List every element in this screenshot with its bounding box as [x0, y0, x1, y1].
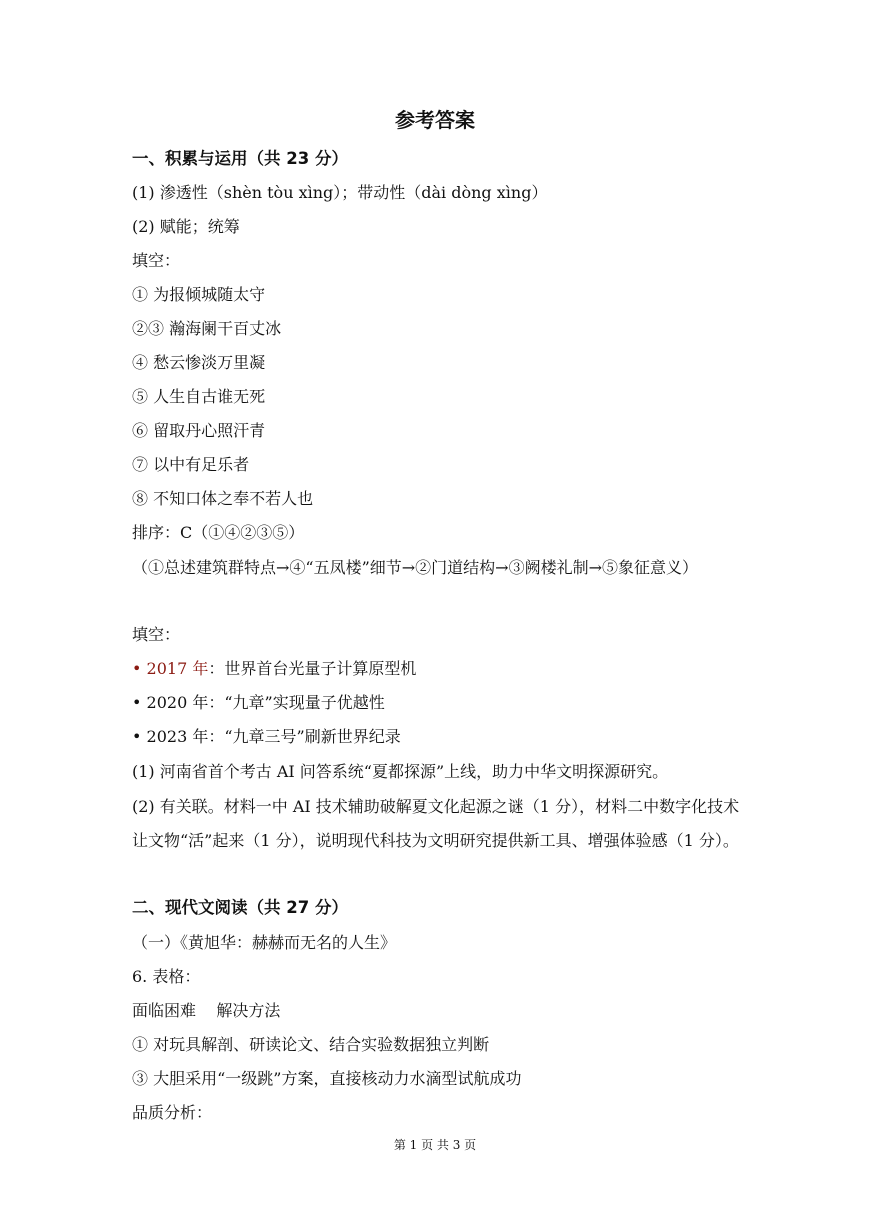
answer-line: 6. 表格：	[132, 967, 201, 986]
answer-line: 排序：C（①④②③⑤）	[132, 523, 305, 542]
page-footer: 第 1 页 共 3 页	[393, 1138, 477, 1152]
answer-line: • 2020 年：“九章”实现量子优越性	[132, 693, 385, 712]
answer-line: 填空：	[132, 625, 181, 644]
answer-line: ②③ 瀚海阑干百丈冰	[132, 319, 282, 338]
section-heading-2: 二、现代文阅读（共 27 分）	[132, 898, 348, 917]
answer-line: ④ 愁云惨淡万里凝	[132, 353, 266, 372]
answer-line: ⑦ 以中有足乐者	[132, 455, 250, 474]
answer-paragraph: (2) 有关联。材料一中 AI 技术辅助破解夏文化起源之谜（1 分），材料二中数字化技术让文物“活”起来（1 分），说明现代科技为文明研究提供新工具、增强体验感（1 分）。	[132, 797, 740, 850]
answer-line: 品质分析：	[132, 1103, 213, 1122]
answer-line: ③ 大胆采用“一级跳”方案，直接核动力水滴型试航成功	[132, 1069, 522, 1088]
answer-line: • 2023 年：“九章三号”刷新世界纪录	[132, 727, 401, 746]
answer-line: ① 为报倾城随太守	[132, 285, 266, 304]
table-header: 面临困难 解决方法	[132, 1001, 281, 1020]
answer-line: ⑤ 人生自古谁无死	[132, 387, 266, 406]
highlighted-year: • 2017 年	[132, 659, 209, 678]
answer-text: ：世界首台光量子计算原型机	[208, 659, 417, 678]
answer-line: ⑧ 不知口体之奉不若人也	[132, 489, 314, 508]
answer-line	[132, 658, 416, 680]
answer-line: （一）《黄旭华：赫赫而无名的人生》	[132, 933, 397, 952]
answer-paragraph: （①总述建筑群特点→④“五凤楼”细节→②门道结构→③阙楼礼制→⑤象征意义）	[132, 558, 698, 577]
answer-line: (1) 河南省首个考古 AI 问答系统“夏都探源”上线，助力中华文明探源研究。	[132, 762, 669, 781]
answer-line: ① 对玩具解剖、研读论文、结合实验数据独立判断	[132, 1035, 490, 1054]
section-heading-1: 一、积累与运用（共 23 分）	[132, 149, 348, 168]
page-title: 参考答案	[395, 108, 475, 132]
answer-line: 填空：	[132, 251, 181, 270]
answer-line: (1) 渗透性（shèn tòu xìng）；带动性（dài dòng xìng）	[132, 183, 548, 202]
answer-line: ⑥ 留取丹心照汗青	[132, 421, 266, 440]
answer-line: (2) 赋能；统筹	[132, 217, 240, 236]
